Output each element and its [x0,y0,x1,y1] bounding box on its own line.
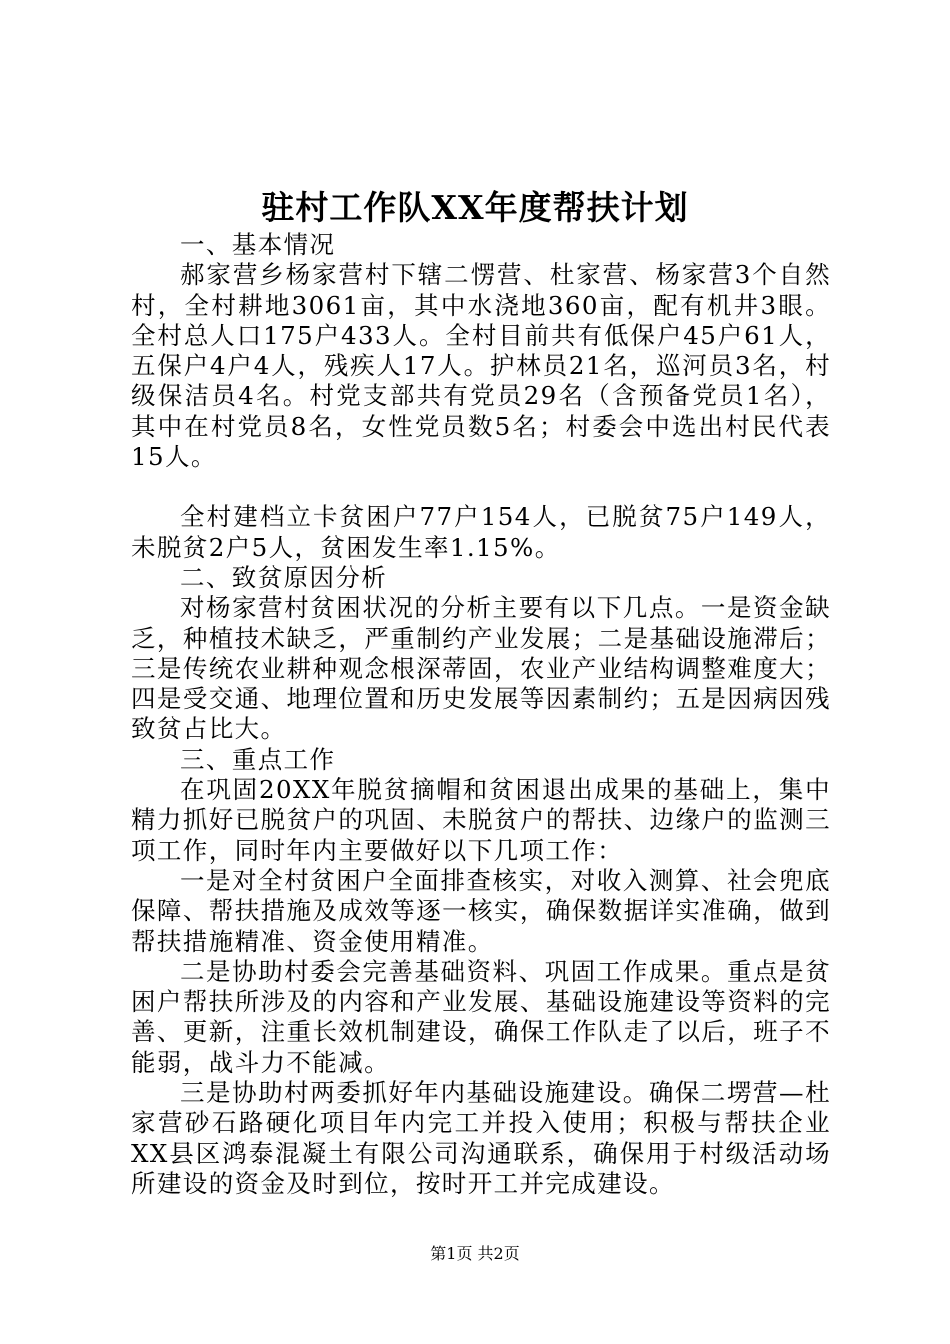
paragraph-key-work-one: 一是对全村贫困户全面排查核实，对收入测算、社会兜底保障、帮扶措施及成效等逐一核实，确保数据详实准确，做到帮扶措施精准、资金使用精准。 [131,865,831,956]
paragraph-key-work-two: 二是协助村委会完善基础资料、巩固工作成果。重点是贫困户帮扶所涉及的内容和产业发展、基础设施建设等资料的完善、更新，注重长效机制建设，确保工作队走了以后，班子不能弱，战斗力不能减。 [131,956,831,1077]
paragraph-key-work-three: 三是协助村两委抓好年内基础设施建设。确保二塄营—杜家营砂石路硬化项目年内完工并投入使用；积极与帮扶企业XX县区鸿泰混凝土有限公司沟通联系，确保用于村级活动场所建设的资金及时到位，按时开工并完成建设。 [131,1078,831,1198]
paragraph-key-work-intro: 在巩固20XX年脱贫摘帽和贫困退出成果的基础上，集中精力抓好已脱贫户的巩固、未脱贫户的帮扶、边缘户的监测三项工作，同时年内主要做好以下几项工作： [131,775,831,865]
paragraph-gap [131,472,831,502]
section-heading-poverty-causes: 二、致贫原因分析 [180,562,388,592]
document-title: 驻村工作队XX年度帮扶计划 [261,188,689,227]
paragraph-poverty-stats: 全村建档立卡贫困户77户154人，已脱贫75户149人，未脱贫2户5人，贫困发生率1.15%。 [131,502,831,562]
paragraph-village-overview: 郝家营乡杨家营村下辖二愣营、杜家营、杨家营3个自然村，全村耕地3061亩，其中水浇地360亩，配有机井3眼。全村总人口175户433人。全村目前共有低保户45户61人，五保户4户4人，残疾人17人。护林员21名，巡河员3名，村级保洁员4名。村党支部共有党员29名（含预备党员1名），其中在村党员8名，女性党员数5名；村委会中选出村民代表15人。 [131,260,831,472]
paragraph-poverty-causes: 对杨家营村贫困状况的分析主要有以下几点。一是资金缺乏，种植技术缺乏，严重制约产业发展；二是基础设施滞后；三是传统农业耕种观念根深蒂固，农业产业结构调整难度大；四是受交通、地理位置和历史发展等因素制约；五是因病因残致贫占比大。 [131,593,831,744]
section-heading-basic-info: 一、基本情况 [180,230,336,259]
document-body [131,230,831,1199]
section-heading-key-work: 三、重点工作 [180,744,336,774]
page-number-footer: 第1页 共2页 [430,1244,520,1263]
